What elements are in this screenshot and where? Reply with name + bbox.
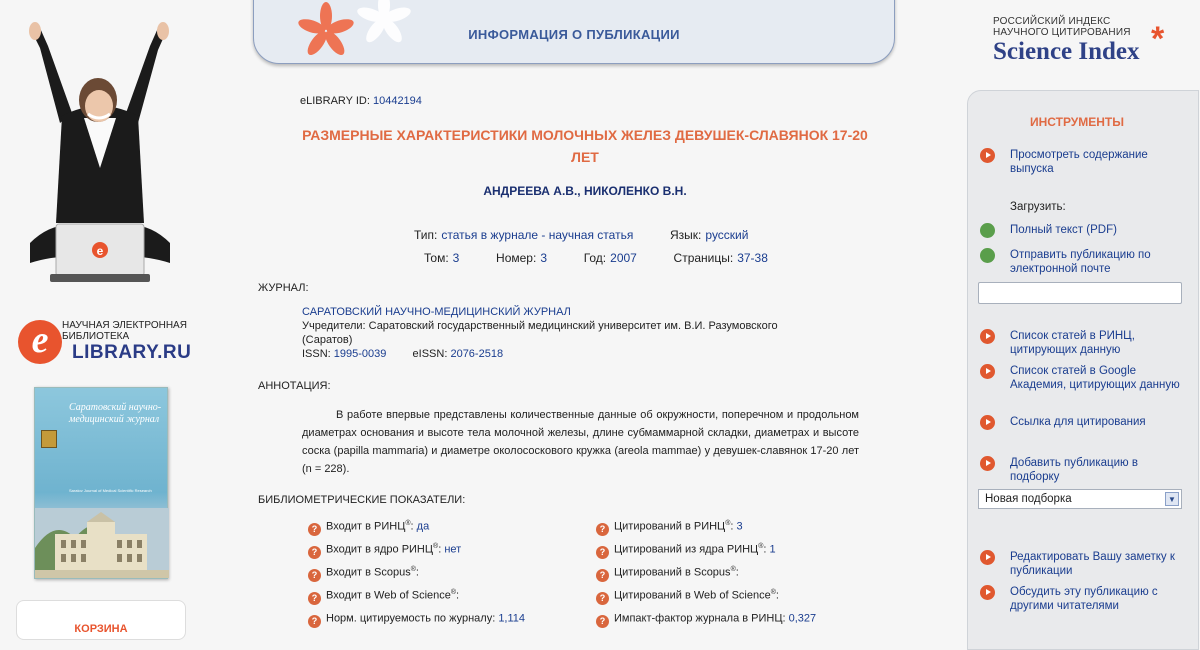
help-icon[interactable]: ? [596,592,609,605]
journal-issn [302,347,842,361]
number-label: Номер: [496,251,537,265]
main-content [220,0,960,628]
volume-value: 3 [452,251,460,265]
publication-type-row [414,228,752,242]
pages-label: Страницы: [673,251,734,265]
help-icon[interactable]: ? [308,546,321,559]
metric-citations-wos: ? Цитирований в Web of Science®: [596,589,779,605]
elibrary-id [300,95,422,107]
metric-in-scopus: ? Входит в Scopus®: [308,566,419,582]
help-icon[interactable]: ? [596,569,609,582]
tools-title: ИНСТРУМЕНТЫ [1029,115,1125,129]
elibrary-logo[interactable] [18,318,198,368]
metric-in-rinc-core: ? Входит в ядро РИНЦ®: нет [308,543,461,559]
year-label: Год: [583,251,607,265]
elibrary-id-value: 10442194 [372,95,422,107]
promo-person-image [20,18,180,288]
volume-label: Том: [424,251,449,265]
email-input[interactable] [978,282,1182,304]
play-arrow-icon [980,329,995,344]
metric-norm-citation: ? Норм. цитируемость по журналу: 1,114 [308,612,525,628]
play-arrow-icon [980,364,995,379]
journal-name-link[interactable]: САРАТОВСКИЙ НАУЧНО-МЕДИЦИНСКИЙ ЖУРНАЛ [302,306,571,318]
play-arrow-icon [980,550,995,565]
founders-city: (Саратов) [302,334,353,346]
publication-title: РАЗМЕРНЫЕ ХАРАКТЕРИСТИКИ МОЛОЧНЫХ ЖЕЛЕЗ ДЕВУШЕК-СЛАВЯНОК 17-20 ЛЕТ [302,127,868,165]
science-index-line2: НАУЧНОГО ЦИТИРОВАНИЯ [993,27,1131,38]
elibrary-e-icon: e [18,320,62,364]
number-value[interactable]: 3 [540,251,547,265]
publication-authors[interactable]: АНДРЕЕВА А.В., НИКОЛЕНКО В.Н. [483,184,687,198]
annotation-section-label: АННОТАЦИЯ: [258,380,331,392]
science-index-brand: Science Index [993,38,1140,65]
science-index-logo[interactable] [993,16,1193,76]
help-icon[interactable]: ? [308,615,321,628]
type-label: Тип: [414,228,438,242]
metric-in-rinc: ? Входит в РИНЦ®: да [308,520,429,536]
cart-box[interactable] [16,600,186,640]
annotation-text: В работе впервые представлены количественные данные об окружности, поперечном и продольном диаметрах основания и высоте тела молочной железы, длине субмаммарной складки, диаметрах и высоте соска (papilla mammaria) и диаметре околососкового кружка (areola mammae) у девушек-славянок 17-20 лет (n = 228). [302,409,859,475]
eissn-value: 2076-2518 [450,348,504,360]
help-icon[interactable]: ? [308,592,321,605]
metric-citations-rinc: ? Цитирований в РИНЦ®: 3 [596,520,743,536]
help-icon[interactable]: ? [596,615,609,628]
right-column [965,0,1200,628]
cart-box-label: КОРЗИНА [74,623,128,635]
collection-select[interactable]: Новая подборка ▼ [978,489,1182,509]
cover-title: Саратовский научно-медицинский журнал [69,402,162,425]
asterisk-logo-icon: * [1151,20,1165,58]
help-icon[interactable]: ? [596,523,609,536]
download-icon [980,223,995,238]
metrics-section-label: БИБЛИОМЕТРИЧЕСКИЕ ПОКАЗАТЕЛИ: [258,494,466,506]
journal-founders [302,319,842,333]
help-icon[interactable]: ? [596,546,609,559]
language-value: русский [705,228,749,242]
cover-emblem-icon [41,430,57,448]
cover-subtitle: Saratov Journal of Medical Scientific Research [69,488,152,493]
elibrary-name: LIBRARY.RU [72,342,192,363]
journal-section-label: ЖУРНАЛ: [258,282,309,294]
metric-in-wos: ? Входит в Web of Science®: [308,589,459,605]
envelope-icon [980,248,995,263]
journal-block [302,305,842,361]
help-icon[interactable]: ? [308,523,321,536]
elibrary-id-label: eLIBRARY ID: [300,95,370,107]
elibrary-tagline: НАУЧНАЯ ЭЛЕКТРОННАЯ БИБЛИОТЕКА [62,320,187,342]
science-index-line1: РОССИЙСКИЙ ИНДЕКС [993,16,1111,27]
founders-value: Саратовский государственный медицинский университет им. В.И. Разумовского [368,320,778,332]
pages-value: 37-38 [737,251,768,265]
play-arrow-icon [980,456,995,471]
issn-value: 1995-0039 [333,348,387,360]
cover-building-image [35,508,169,578]
play-arrow-icon [980,415,995,430]
journal-cover-image[interactable] [34,387,168,579]
year-value: 2007 [610,251,637,265]
publication-issue-row [424,251,772,265]
help-icon[interactable]: ? [308,569,321,582]
issn-label: ISSN: [302,348,331,360]
type-value: статья в журнале - научная статья [441,228,634,242]
metric-citations-scopus: ? Цитирований в Scopus®: [596,566,739,582]
page-title: ИНФОРМАЦИЯ О ПУБЛИКАЦИИ [468,27,680,42]
tools-panel: ИНСТРУМЕНТЫ Просмотреть содержание выпуска Загрузить: Полный текст (PDF) Отправить публикацию по электронной почте Список статей в РИНЦ, цитирующих данную Список статей в Google Академия, цитирующих данную Ссылка для цитирования Добавить публикацию в подборку Новая подборка ▼ Редактировать Вашу заметку к публикации Обсудить эту публикацию с другими читателями [967,90,1199,650]
language-label: Язык: [670,228,702,242]
chevron-down-icon: ▼ [1165,492,1179,506]
founders-label: Учредители: [302,320,366,332]
left-column [0,0,200,635]
metric-impact-factor: ? Импакт-фактор журнала в РИНЦ: 0,327 [596,612,816,628]
play-arrow-icon [980,148,995,163]
play-arrow-icon [980,585,995,600]
header-tab [253,0,895,64]
download-label: Загрузить: [1010,201,1066,213]
metric-citations-core: ? Цитирований из ядра РИНЦ®: 1 [596,543,776,559]
svg-text:e: e [96,244,104,258]
eissn-label: eISSN: [412,348,448,360]
